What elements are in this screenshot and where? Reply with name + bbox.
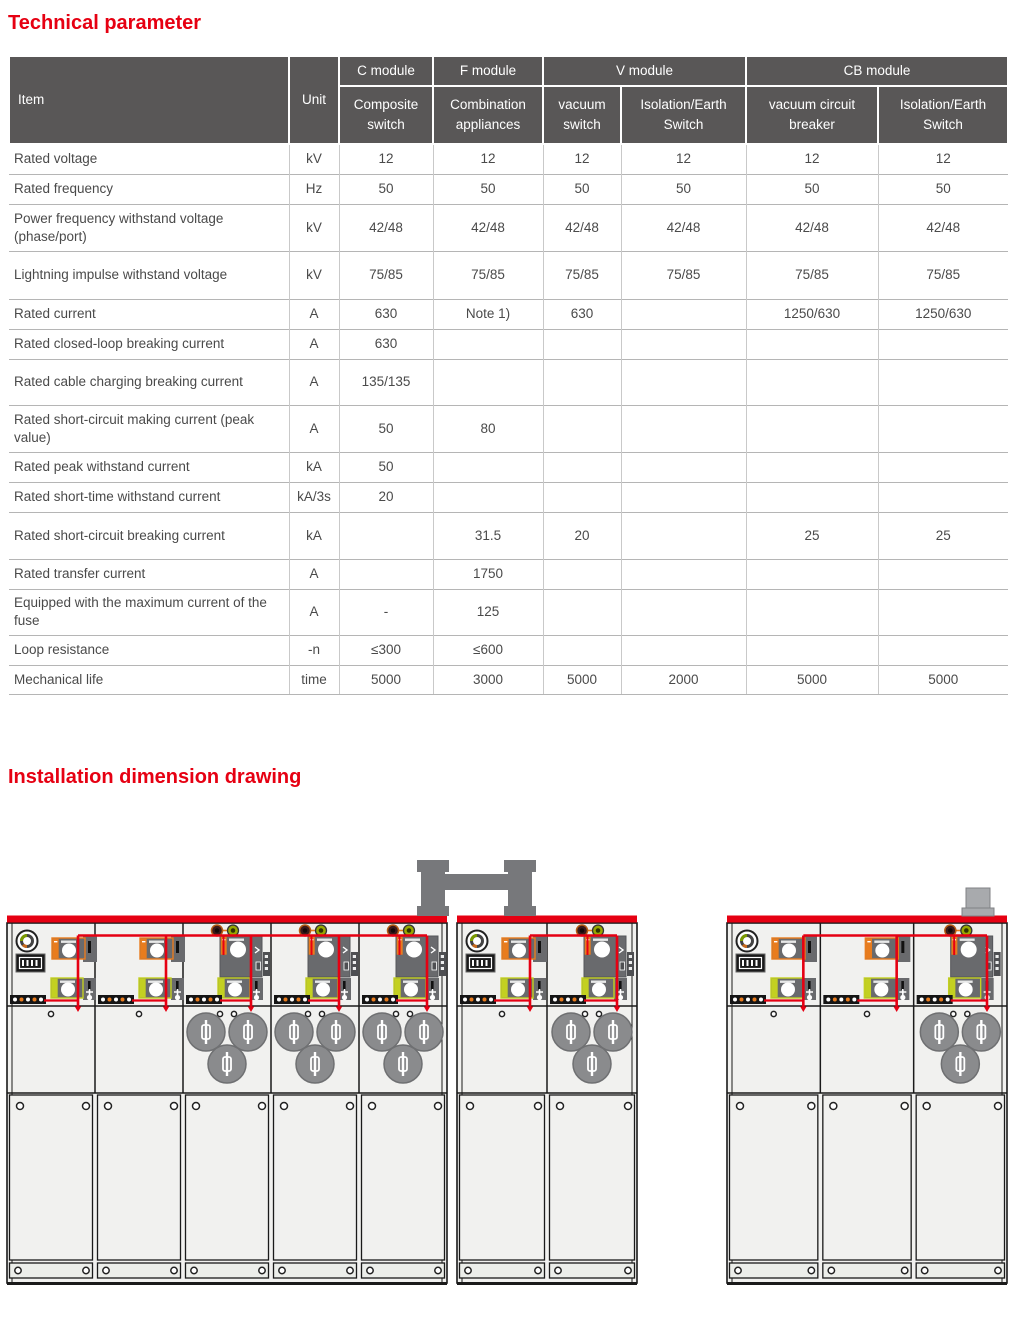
value-cell: 5000 (339, 665, 433, 694)
value-cell: Note 1) (433, 299, 543, 329)
value-cell: 50 (746, 174, 878, 204)
busbar-bridge-duct (417, 860, 536, 916)
screw-icon (535, 1267, 541, 1273)
screw-icon (281, 1103, 288, 1110)
screw-icon (347, 1103, 354, 1110)
cabinet (457, 916, 637, 1284)
value-cell (878, 359, 1008, 405)
value-cell: ≤300 (339, 635, 433, 665)
value-cell (543, 482, 621, 512)
item-header: Item (9, 56, 289, 144)
screw-icon (465, 1267, 471, 1273)
value-cell (543, 329, 621, 359)
module-group-header: CB module (746, 56, 1008, 86)
screw-icon (830, 1103, 837, 1110)
screw-icon (808, 1267, 814, 1273)
unit-cell: kV (289, 251, 339, 299)
screw-icon (828, 1267, 834, 1273)
value-cell: 75/85 (746, 251, 878, 299)
row-label: Rated short-circuit making current (peak value) (9, 405, 289, 452)
row-label: Rated closed-loop breaking current (9, 329, 289, 359)
row-label: Loop resistance (9, 635, 289, 665)
screw-icon (435, 1103, 442, 1110)
value-cell (878, 559, 1008, 589)
unit-cell: kA (289, 512, 339, 559)
screw-icon (105, 1103, 112, 1110)
value-cell: 50 (339, 405, 433, 452)
screw-icon (921, 1267, 927, 1273)
screw-icon (231, 1011, 236, 1016)
cable-compartment-door (98, 1095, 181, 1260)
value-cell: 80 (433, 405, 543, 452)
display-unit (736, 954, 765, 972)
value-cell: 125 (433, 589, 543, 635)
row-label: Lightning impulse withstand voltage (9, 251, 289, 299)
base-strip (823, 1263, 911, 1278)
value-cell: 2000 (621, 665, 746, 694)
cabinet (727, 916, 1007, 1284)
screw-icon (499, 1011, 504, 1016)
unit-cell: kA (289, 452, 339, 482)
unit-cell: A (289, 299, 339, 329)
screw-icon (103, 1267, 109, 1273)
base-strip (730, 1263, 818, 1278)
value-cell (746, 359, 878, 405)
screw-icon (15, 1267, 21, 1273)
cable-compartment-door (274, 1095, 357, 1260)
value-cell (433, 452, 543, 482)
row-label: Rated short-time withstand current (9, 482, 289, 512)
module-sub-header: Combination appliances (433, 86, 543, 144)
value-cell: 12 (878, 144, 1008, 174)
screw-icon (596, 1011, 601, 1016)
base-strip (916, 1263, 1004, 1278)
value-cell (878, 635, 1008, 665)
value-cell: 1750 (433, 559, 543, 589)
base-strip (10, 1263, 93, 1278)
value-cell: 20 (339, 482, 433, 512)
value-cell: 42/48 (878, 204, 1008, 251)
value-cell (433, 482, 543, 512)
module-sub-header: Composite switch (339, 86, 433, 144)
screw-icon (808, 1103, 815, 1110)
value-cell: 50 (621, 174, 746, 204)
cable-compartment-door (362, 1095, 445, 1260)
unit-cell: A (289, 359, 339, 405)
value-cell: 42/48 (433, 204, 543, 251)
cable-compartment-door (10, 1095, 93, 1260)
value-cell (878, 329, 1008, 359)
value-cell (543, 559, 621, 589)
screw-icon (48, 1011, 53, 1016)
screw-icon (83, 1103, 90, 1110)
screw-icon (319, 1011, 324, 1016)
cable-compartment-door (916, 1095, 1004, 1260)
screw-icon (369, 1103, 376, 1110)
screw-icon (901, 1267, 907, 1273)
screw-icon (535, 1103, 542, 1110)
screw-icon (191, 1267, 197, 1273)
cable-compartment-door (823, 1095, 911, 1260)
value-cell: 1250/630 (746, 299, 878, 329)
screw-icon (467, 1103, 474, 1110)
module-group-header: F module (433, 56, 543, 86)
value-cell: 75/85 (543, 251, 621, 299)
unit-cell: A (289, 559, 339, 589)
value-cell: 42/48 (621, 204, 746, 251)
screw-icon (625, 1267, 631, 1273)
value-cell (543, 452, 621, 482)
value-cell: 630 (339, 299, 433, 329)
value-cell (543, 405, 621, 452)
screw-icon (193, 1103, 200, 1110)
screw-icon (557, 1103, 564, 1110)
row-label: Equipped with the maximum current of the fuse (9, 589, 289, 635)
value-cell: 50 (339, 452, 433, 482)
value-cell: 50 (543, 174, 621, 204)
value-cell (746, 589, 878, 635)
value-cell (339, 512, 433, 559)
row-label: Power frequency withstand voltage (phase/port) (9, 204, 289, 251)
row-label: Rated short-circuit breaking current (9, 512, 289, 559)
value-cell: 75/85 (339, 251, 433, 299)
value-cell (339, 559, 433, 589)
row-label: Rated transfer current (9, 559, 289, 589)
value-cell: 630 (339, 329, 433, 359)
value-cell (621, 512, 746, 559)
screw-icon (407, 1011, 412, 1016)
screw-icon (951, 1011, 956, 1016)
module-group-header: C module (339, 56, 433, 86)
value-cell (746, 405, 878, 452)
screw-icon (923, 1103, 930, 1110)
screw-icon (305, 1011, 310, 1016)
value-cell (621, 589, 746, 635)
value-cell (621, 452, 746, 482)
screw-icon (965, 1011, 970, 1016)
value-cell (621, 482, 746, 512)
technical-parameter-table (8, 55, 1009, 695)
value-cell (621, 635, 746, 665)
value-cell: 25 (746, 512, 878, 559)
cable-compartment-door (186, 1095, 269, 1260)
screw-icon (435, 1267, 441, 1273)
screw-icon (136, 1011, 141, 1016)
screw-icon (259, 1103, 266, 1110)
value-cell (878, 482, 1008, 512)
value-cell: 3000 (433, 665, 543, 694)
screw-icon (901, 1103, 908, 1110)
value-cell (543, 635, 621, 665)
screw-icon (864, 1011, 869, 1016)
value-cell: 20 (543, 512, 621, 559)
base-strip (274, 1263, 357, 1278)
screw-icon (582, 1011, 587, 1016)
screw-icon (17, 1103, 24, 1110)
cable-compartment-door (460, 1095, 545, 1260)
unit-cell: kA/3s (289, 482, 339, 512)
display-unit (16, 954, 45, 972)
screw-icon (771, 1011, 776, 1016)
value-cell (878, 405, 1008, 452)
screw-icon (279, 1267, 285, 1273)
value-cell: 12 (433, 144, 543, 174)
row-label: Rated voltage (9, 144, 289, 174)
value-cell: 42/48 (746, 204, 878, 251)
value-cell: - (339, 589, 433, 635)
installation-drawing (0, 848, 1017, 1308)
section-title-installation: Installation dimension drawing (8, 766, 302, 788)
page-title: Technical parameter (8, 12, 202, 34)
technical-parameter-section (8, 55, 1009, 695)
row-label: Rated cable charging breaking current (9, 359, 289, 405)
unit-cell: kV (289, 204, 339, 251)
value-cell: 5000 (878, 665, 1008, 694)
cable-compartment-door (730, 1095, 818, 1260)
screw-icon (995, 1103, 1002, 1110)
screw-icon (737, 1103, 744, 1110)
value-cell (543, 359, 621, 405)
value-cell: 75/85 (621, 251, 746, 299)
cable-compartment-door (550, 1095, 635, 1260)
module-group-header: V module (543, 56, 746, 86)
value-cell: 42/48 (543, 204, 621, 251)
value-cell: 31.5 (433, 512, 543, 559)
value-cell: 75/85 (433, 251, 543, 299)
display-unit (466, 954, 495, 972)
unit-header: Unit (289, 56, 339, 144)
unit-cell: -n (289, 635, 339, 665)
bus-bar (457, 916, 637, 923)
value-cell (746, 329, 878, 359)
value-cell: 42/48 (339, 204, 433, 251)
value-cell (433, 329, 543, 359)
value-cell (746, 452, 878, 482)
value-cell: 5000 (543, 665, 621, 694)
screw-icon (555, 1267, 561, 1273)
screw-icon (393, 1011, 398, 1016)
value-cell: 12 (621, 144, 746, 174)
value-cell: 75/85 (878, 251, 1008, 299)
value-cell (746, 635, 878, 665)
base-strip (460, 1263, 545, 1278)
value-cell (621, 405, 746, 452)
screw-icon (83, 1267, 89, 1273)
value-cell: 5000 (746, 665, 878, 694)
value-cell: 25 (878, 512, 1008, 559)
unit-cell: A (289, 405, 339, 452)
module-sub-header: vacuum circuit breaker (746, 86, 878, 144)
value-cell (746, 482, 878, 512)
base-strip (362, 1263, 445, 1278)
screw-icon (995, 1267, 1001, 1273)
value-cell (746, 559, 878, 589)
screw-icon (347, 1267, 353, 1273)
value-cell: 1250/630 (878, 299, 1008, 329)
row-label: Rated current (9, 299, 289, 329)
value-cell: 50 (339, 174, 433, 204)
screw-icon (217, 1011, 222, 1016)
base-strip (550, 1263, 635, 1278)
unit-cell: kV (289, 144, 339, 174)
screw-icon (367, 1267, 373, 1273)
value-cell: 630 (543, 299, 621, 329)
value-cell: 12 (746, 144, 878, 174)
row-label: Mechanical life (9, 665, 289, 694)
module-sub-header: Isolation/Earth Switch (878, 86, 1008, 144)
unit-cell: A (289, 329, 339, 359)
value-cell: 12 (339, 144, 433, 174)
value-cell: 12 (543, 144, 621, 174)
duct-stub (962, 888, 994, 916)
value-cell (621, 359, 746, 405)
value-cell (878, 589, 1008, 635)
row-label: Rated frequency (9, 174, 289, 204)
value-cell (433, 359, 543, 405)
screw-icon (171, 1267, 177, 1273)
row-label: Rated peak withstand current (9, 452, 289, 482)
screw-icon (259, 1267, 265, 1273)
unit-cell: time (289, 665, 339, 694)
screw-icon (625, 1103, 632, 1110)
value-cell: 135/135 (339, 359, 433, 405)
value-cell (878, 452, 1008, 482)
value-cell (621, 329, 746, 359)
bus-bar (7, 916, 447, 923)
value-cell: 50 (878, 174, 1008, 204)
cabinet (7, 916, 447, 1284)
value-cell: 50 (433, 174, 543, 204)
value-cell (621, 559, 746, 589)
unit-cell: A (289, 589, 339, 635)
value-cell (543, 589, 621, 635)
screw-icon (735, 1267, 741, 1273)
module-sub-header: vacuum switch (543, 86, 621, 144)
value-cell: ≤600 (433, 635, 543, 665)
module-sub-header: Isolation/Earth Switch (621, 86, 746, 144)
screw-icon (171, 1103, 178, 1110)
bus-bar (727, 916, 1007, 923)
unit-cell: Hz (289, 174, 339, 204)
value-cell (621, 299, 746, 329)
